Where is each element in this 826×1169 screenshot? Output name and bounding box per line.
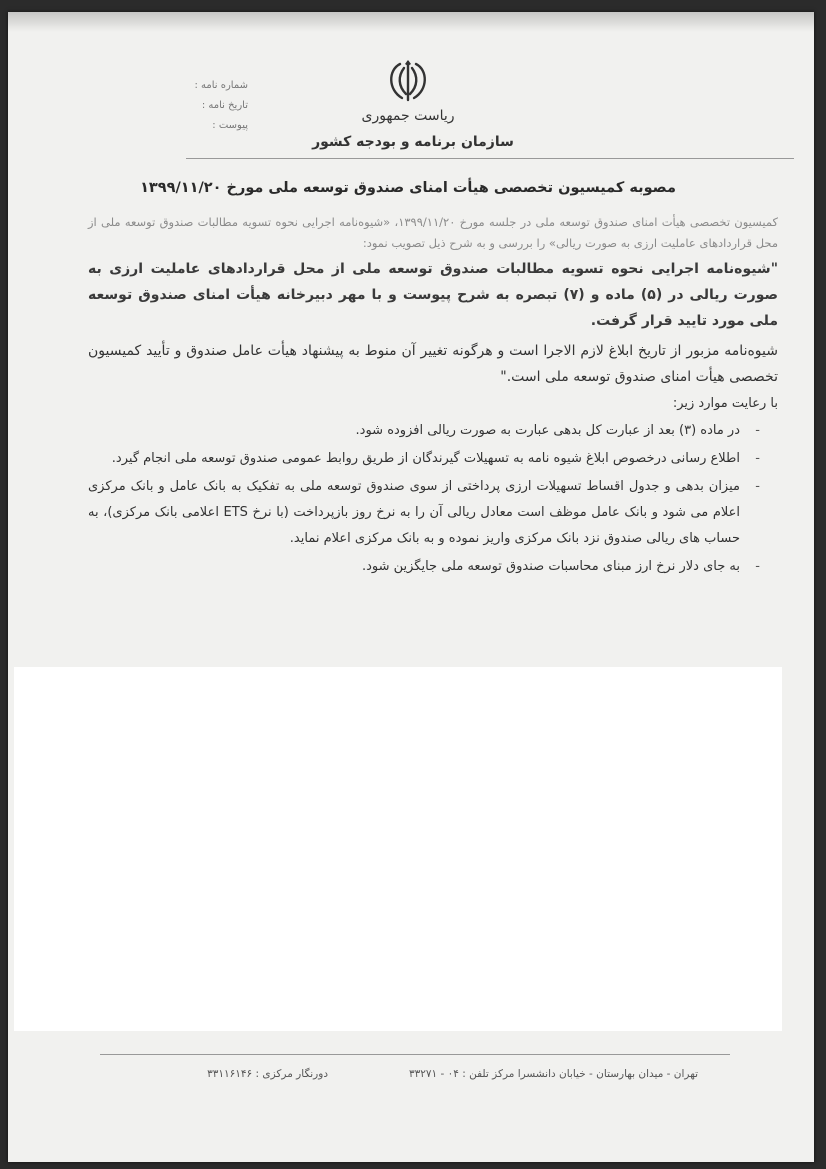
conditions-list [88, 418, 778, 580]
meta-attachment: پیوست : [212, 120, 248, 131]
list-item [88, 474, 760, 552]
document-body [88, 212, 778, 580]
meta-letter-date: تاریخ نامه : [201, 100, 248, 111]
list-item-text: به جای دلار نرخ ارز مبنای محاسبات صندوق توسعه ملی جایگزین شود. [361, 559, 740, 574]
approval-quote: "شیوه‌نامه اجرایی نحوه تسویه مطالبات صندوق توسعه ملی از محل قراردادهای عاملیت ارزی به صورت ریالی در (۵) ماده و (۷) تبصره به شرح پیوست و با مهر دبیرخانه هیأت امنای صندوق توسعه ملی مورد تایید قرار گرفت. [88, 261, 778, 329]
intro-paragraph: کمیسیون تخصصی هیأت امنای صندوق توسعه ملی در جلسه مورخ ۱۳۹۹/۱۱/۲۰، «شیوه‌نامه اجرایی نحوه تسویه مطالبات صندوق توسعه ملی از محل قراردادهای عاملیت ارزی به صورت ریالی» را بررسی و به شرح ذیل تصویب نمود: [88, 215, 778, 250]
document-page [8, 12, 814, 1162]
footer-divider [100, 1054, 730, 1055]
letter-meta [128, 76, 248, 136]
list-item [88, 446, 760, 472]
conditions-lead: با رعایت موارد زیر: [672, 396, 778, 411]
list-dash: - [755, 451, 760, 466]
iran-emblem-icon [380, 58, 436, 104]
list-item-text: اطلاع رسانی درخصوص ابلاغ شیوه نامه به تسهیلات گیرندگان از طریق روابط عمومی صندوق توسعه ملی انجام گیرد. [111, 451, 740, 466]
list-item-text: میزان بدهی و جدول اقساط تسهیلات ارزی پرداختی از سوی صندوق توسعه ملی به تفکیک به بانک عامل و بانک مرکزی اعلام می شود و بانک عامل موظف است معادل ریالی آن را به نرخ روز بازپرداخت (با نرخ ETS اعلامی بانک مرکزی)، به حساب های ریالی صندوق نزد بانک مرکزی واریز نموده و به بانک مرکزی اعلام نماید. [88, 479, 740, 546]
scan-edge-shadow [8, 12, 814, 32]
list-item-text: در ماده (۳) بعد از عبارت کل بدهی عبارت به صورت ریالی افزوده شود. [355, 423, 740, 438]
org-line-pbo: سازمان برنامه و بودجه کشور [312, 134, 514, 150]
list-dash: - [755, 559, 760, 574]
redacted-area [14, 667, 782, 1031]
list-dash: - [755, 423, 760, 438]
org-line-presidency: ریاست جمهوری [361, 108, 455, 124]
list-dash: - [755, 479, 760, 494]
list-item [88, 554, 760, 580]
footer-address: تهران - میدان بهارستان - خیابان دانشسرا مرکز تلفن : ۰۴ - ۳۳۲۷۱ [408, 1068, 698, 1080]
meta-letter-number: شماره نامه : [194, 80, 248, 91]
header-divider [186, 158, 794, 159]
list-item [88, 418, 760, 444]
document-title: مصوبه کمیسیون تخصصی هیأت امنای صندوق توسعه ملی مورخ ۱۳۹۹/۱۱/۲۰ [140, 180, 676, 196]
validity-note: شیوه‌نامه مزبور از تاریخ ابلاغ لازم الاجرا است و هرگونه تغییر آن منوط به پیشنهاد هیأت عامل صندوق و تأیید کمیسیون تخصصی هیأت امنای صندوق توسعه ملی است." [88, 343, 778, 385]
footer-fax: دورنگار مرکزی : ۳۳۱۱۶۱۴۶ [207, 1068, 328, 1080]
